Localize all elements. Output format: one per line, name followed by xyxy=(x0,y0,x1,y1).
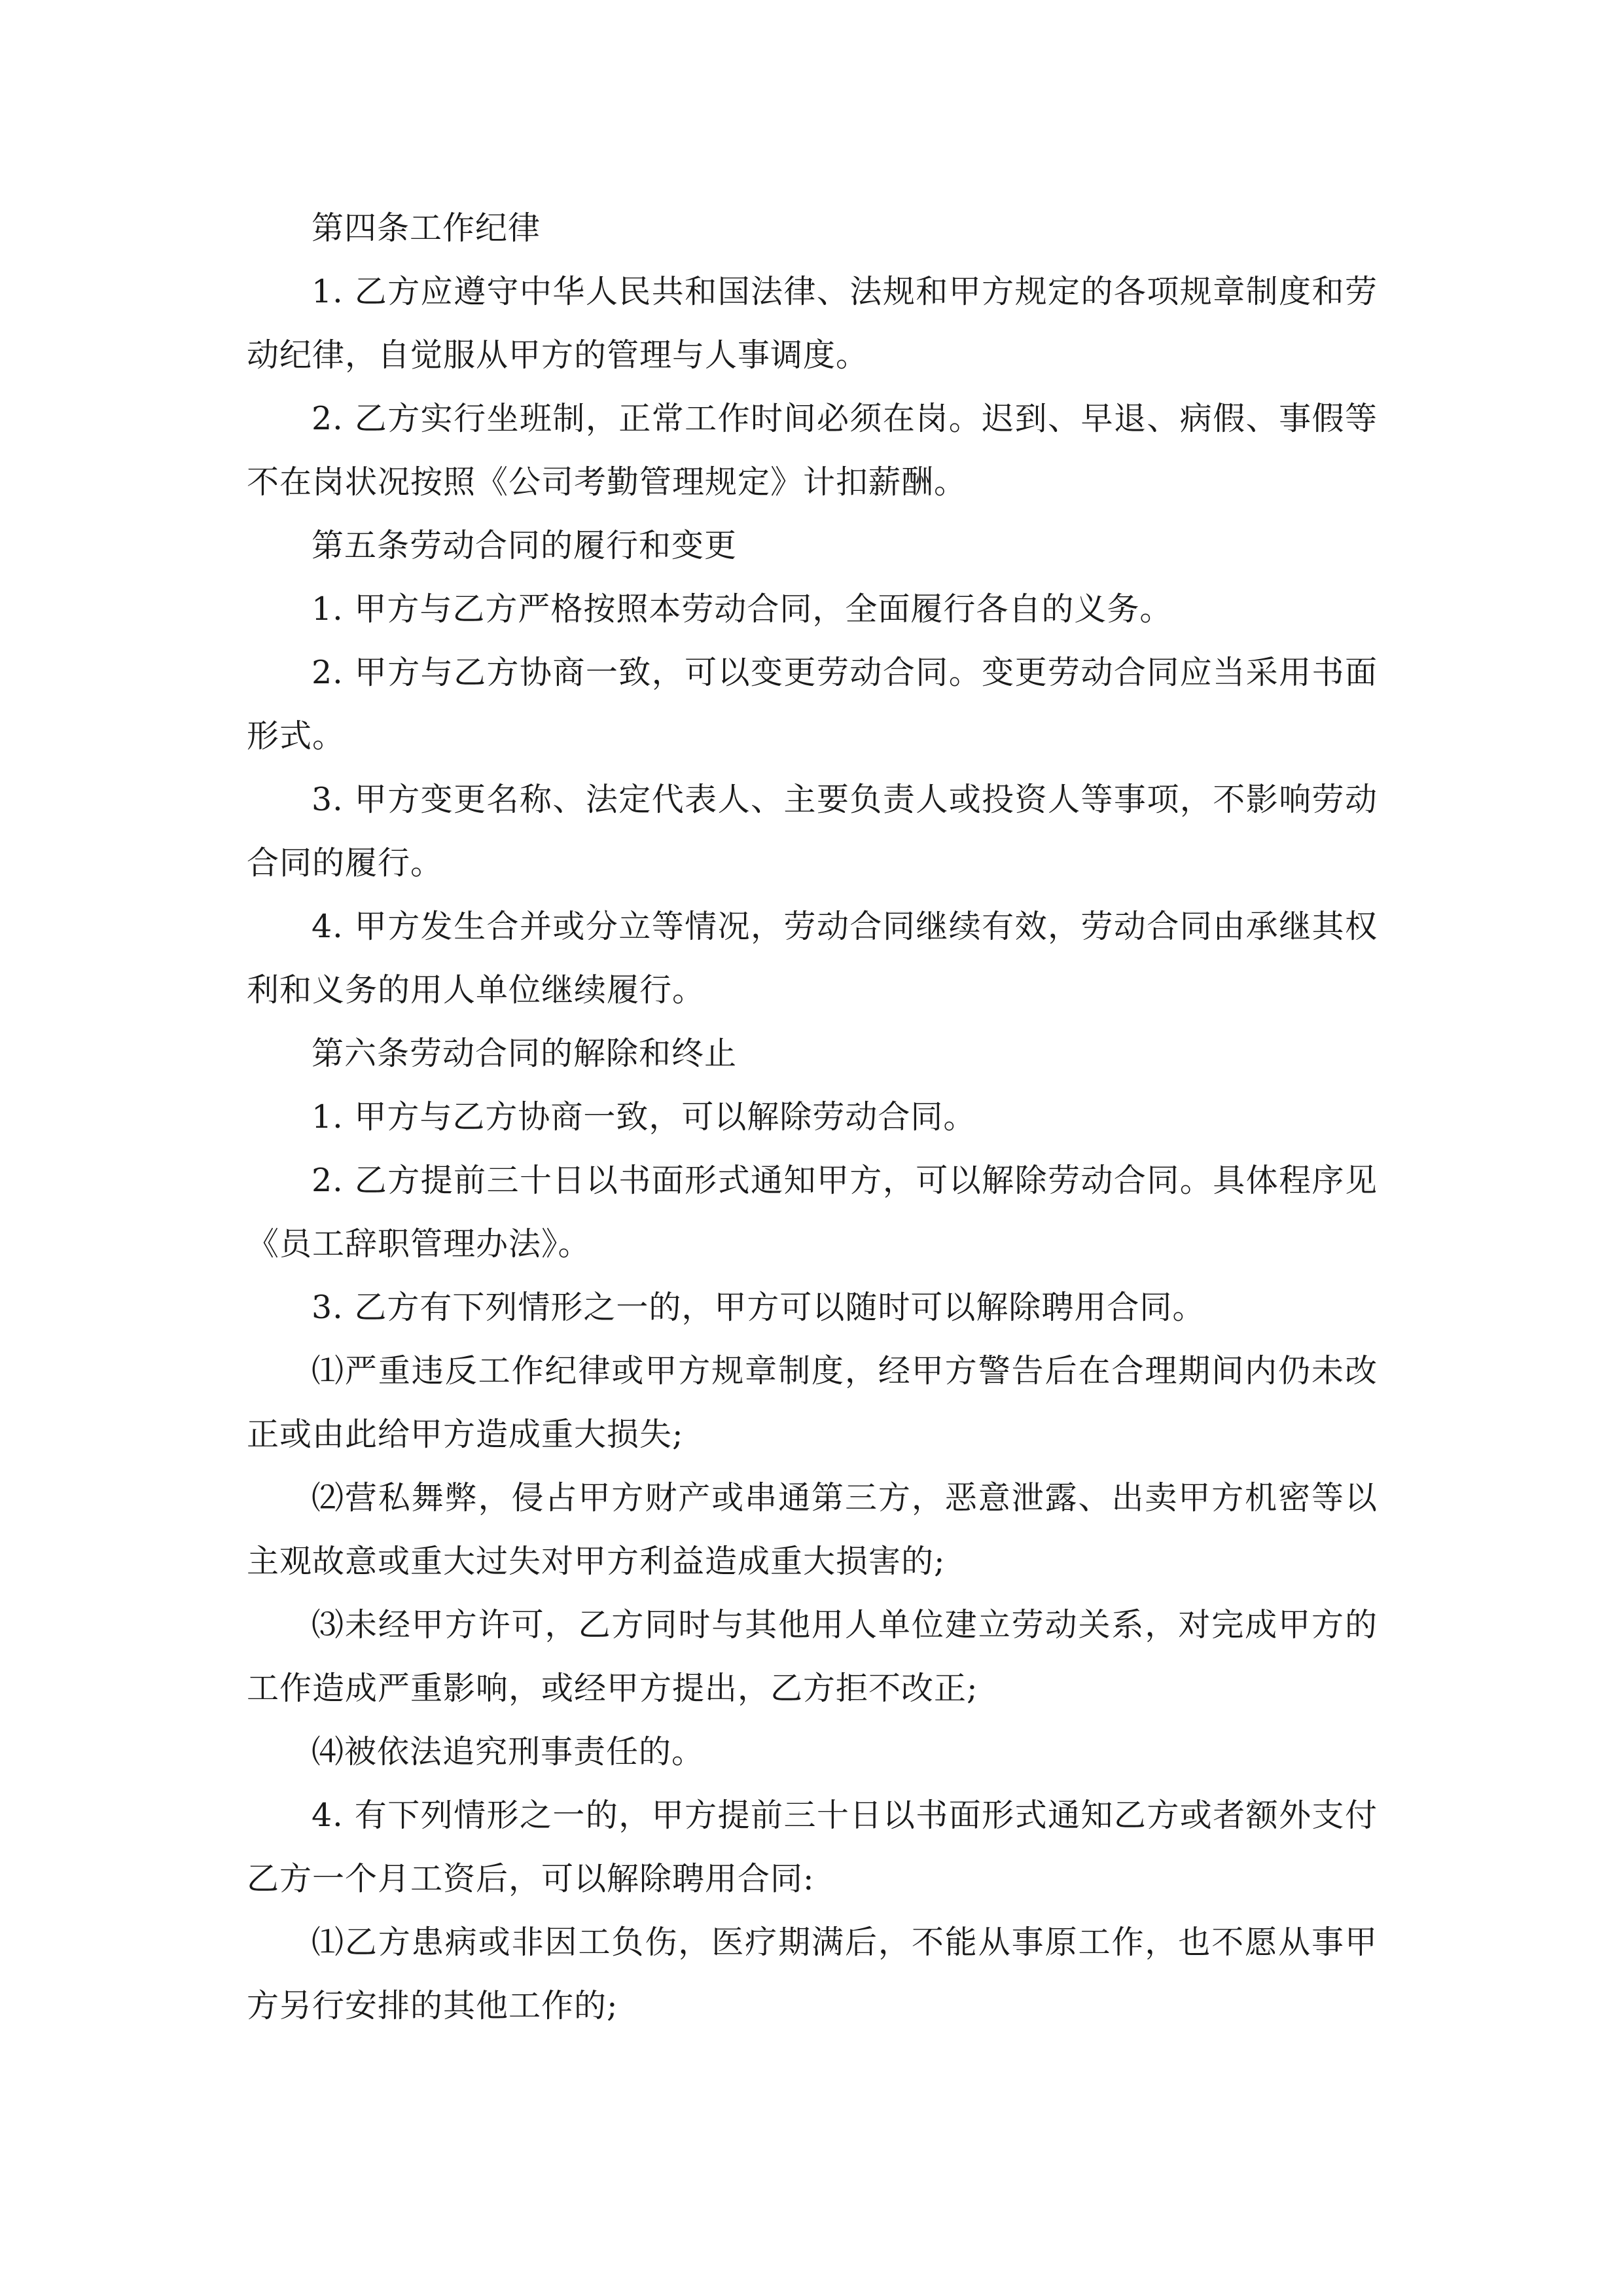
clause-paragraph: 2. 乙方提前三十日以书面形式通知甲方，可以解除劳动合同。具体程序见《员工辞职管理办法》。 xyxy=(247,1162,1378,1263)
clause-paragraph: 1. 乙方应遵守中华人民共和国法律、法规和甲方规定的各项规章制度和劳动纪律，自觉服从甲方的管理与人事调度。 xyxy=(247,273,1378,374)
sub-clause-paragraph: ⑴乙方患病或非因工负伤，医疗期满后，不能从事原工作，也不愿从事甲方另行安排的其他工作的; xyxy=(247,1924,1378,2024)
clause-paragraph: 4. 有下列情形之一的，甲方提前三十日以书面形式通知乙方或者额外支付乙方一个月工资后，可以解除聘用合同: xyxy=(247,1797,1378,1897)
section-heading-contract-termination: 第六条劳动合同的解除和终止 xyxy=(312,1035,738,1072)
clause-paragraph: 1. 甲方与乙方严格按照本劳动合同，全面履行各自的义务。 xyxy=(312,590,1173,628)
clause-paragraph: 4. 甲方发生合并或分立等情况，劳动合同继续有效，劳动合同由承继其权利和义务的用人单位继续履行。 xyxy=(247,908,1378,1009)
clause-paragraph: 3. 甲方变更名称、法定代表人、主要负责人或投资人等事项，不影响劳动合同的履行。 xyxy=(247,781,1378,882)
document-page xyxy=(247,196,1378,2037)
sub-clause-paragraph: ⑵营私舞弊，侵占甲方财产或串通第三方，恶意泄露、出卖甲方机密等以主观故意或重大过失对甲方利益造成重大损害的; xyxy=(247,1479,1378,1580)
sub-clause-paragraph: ⑷被依法追究刑事责任的。 xyxy=(312,1733,705,1770)
clause-paragraph: 3. 乙方有下列情形之一的，甲方可以随时可以解除聘用合同。 xyxy=(312,1289,1205,1326)
clause-paragraph: 1. 甲方与乙方协商一致，可以解除劳动合同。 xyxy=(312,1098,976,1136)
sub-clause-paragraph: ⑶未经甲方许可，乙方同时与其他用人单位建立劳动关系，对完成甲方的工作造成严重影响，或经甲方提出，乙方拒不改正; xyxy=(247,1606,1378,1707)
clause-paragraph: 2. 甲方与乙方协商一致，可以变更劳动合同。变更劳动合同应当采用书面形式。 xyxy=(247,654,1378,755)
section-heading-contract-performance: 第五条劳动合同的履行和变更 xyxy=(312,527,738,564)
clause-paragraph: 2. 乙方实行坐班制，正常工作时间必须在岗。迟到、早退、病假、事假等不在岗状况按照《公司考勤管理规定》计扣薪酬。 xyxy=(247,400,1378,501)
sub-clause-paragraph: ⑴严重违反工作纪律或甲方规章制度，经甲方警告后在合理期间内仍未改正或由此给甲方造成重大损失; xyxy=(247,1352,1378,1453)
section-heading-work-discipline: 第四条工作纪律 xyxy=(312,209,541,247)
